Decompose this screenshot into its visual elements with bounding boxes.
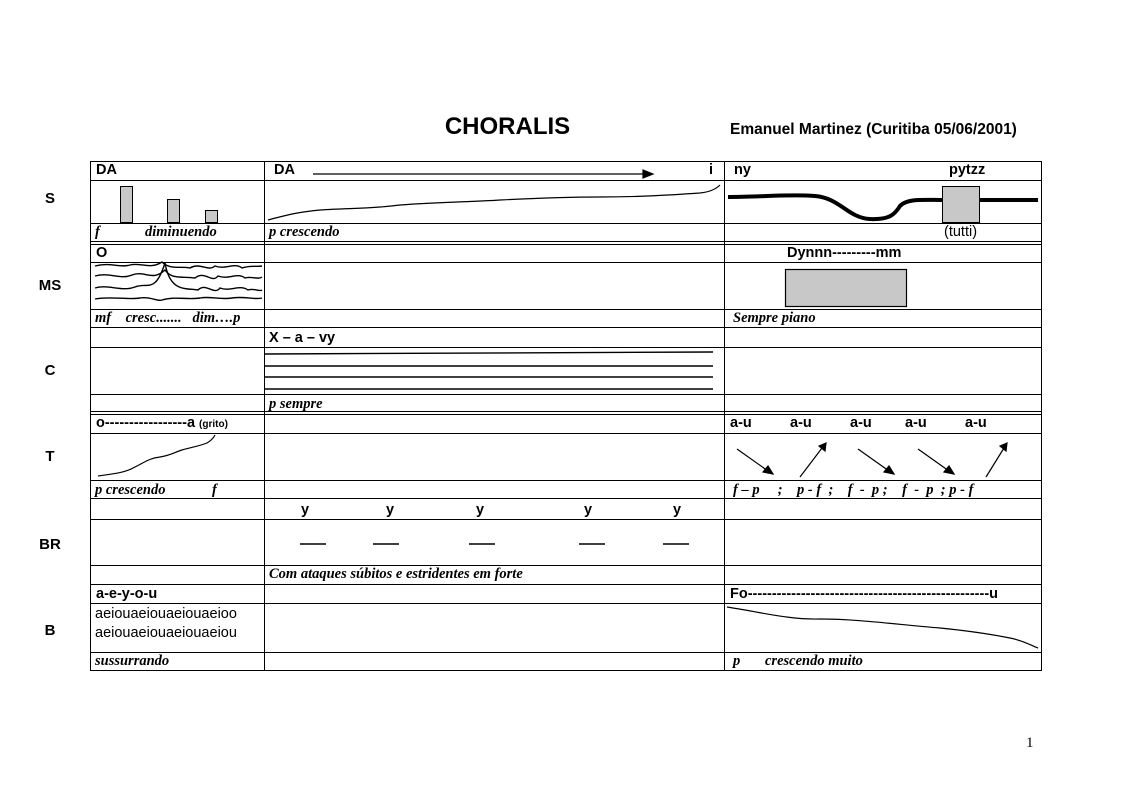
soprano-col1-syllable: DA [96,162,117,178]
baritone-col2-dynamic: Com ataques súbitos e estridentes em forte [269,566,523,582]
bass-col1-line1: aeiouaeiouaeiouaeioo [95,606,237,622]
tenor-col3-syllable-1: a-u [730,415,752,431]
tenor-col3-dynamic: f – p ; p - f ; f - p ; f - p ; p - f [733,482,974,498]
baritone-syllable-5: y [673,502,682,518]
soprano-thick-wave [728,195,1038,219]
tenor-col3-syllable-4: a-u [905,415,927,431]
mezzo-col1-syllable: O [96,245,108,261]
tenor-col1-syllable-text: o-----------------a [96,415,196,431]
bass-col3-dynamic-p: p [733,653,741,669]
bass-col1-syllable: a-e-y-o-u [96,586,158,602]
tenor-col1-dynamic-p: p crescendo [95,482,166,498]
soprano-col2-syllable-start: DA [274,162,295,178]
contralto-col2-syllable: X – a – vy [269,330,336,346]
voice-label-c: C [44,362,56,379]
soprano-col3-syllable-end: pytzz [949,162,986,178]
tenor-col3-syllable-3: a-u [850,415,872,431]
tenor-rising-curve [98,435,215,476]
mezzo-col3-dynamic: Sempre piano [733,310,816,326]
bass-descending-curve [727,607,1038,648]
page-number: 1 [1026,735,1034,751]
contralto-col2-dynamic: p sempre [269,396,323,412]
voice-label-br: BR [39,536,61,553]
voice-label-t: T [45,448,55,465]
soprano-col2-syllable-end: i [709,162,714,178]
mezzo-col1-dynamic: mf cresc....... dim….p [95,310,241,326]
bass-col3-syllable: Fo--------------------------------------------------u [730,586,999,602]
baritone-syllable-1: y [301,502,310,518]
bass-col1-dynamic: sussurrando [95,653,170,669]
soprano-tutti-box [943,187,980,223]
tenor-col1-syllable [96,415,228,431]
baritone-syllable-2: y [386,502,395,518]
author-line: Emanuel Martinez (Curitiba 05/06/2001) [730,121,1017,138]
contralto-sustained-lines [265,352,713,389]
baritone-syllable-3: y [476,502,485,518]
tenor-col1-dynamic-f: f [212,482,217,498]
bass-col3-dynamic-cresc: crescendo muito [765,653,863,669]
mezzo-zigzag-lines [95,262,262,300]
baritone-syllable-4: y [584,502,593,518]
bass-col1-line2: aeiouaeiouaeiouaeiou [95,625,237,641]
soprano-crescendo-curve [268,185,720,220]
tenor-col1-syllable-note: (grito) [199,419,228,430]
tenor-col3-syllable-5: a-u [965,415,987,431]
voice-label-s: S [44,190,55,207]
page-title: CHORALIS [444,113,571,140]
soprano-col1-dynamic-f: f [95,224,100,240]
mezzo-sustain-box [786,270,907,307]
soprano-col2-dynamic: p crescendo [269,224,340,240]
voice-label-ms: MS [38,277,62,294]
soprano-arrow [313,170,653,178]
soprano-decrescendo-bars [121,187,218,223]
soprano-col1-dynamic-dim: diminuendo [145,224,217,240]
voice-label-b: B [44,622,56,639]
soprano-col3-note: (tutti) [944,224,978,240]
mezzo-col3-syllable: Dynnn---------mm [787,245,902,261]
tenor-arrows [737,443,1007,477]
tenor-col3-syllable-2: a-u [790,415,812,431]
soprano-col3-syllable-start: ny [734,162,751,178]
